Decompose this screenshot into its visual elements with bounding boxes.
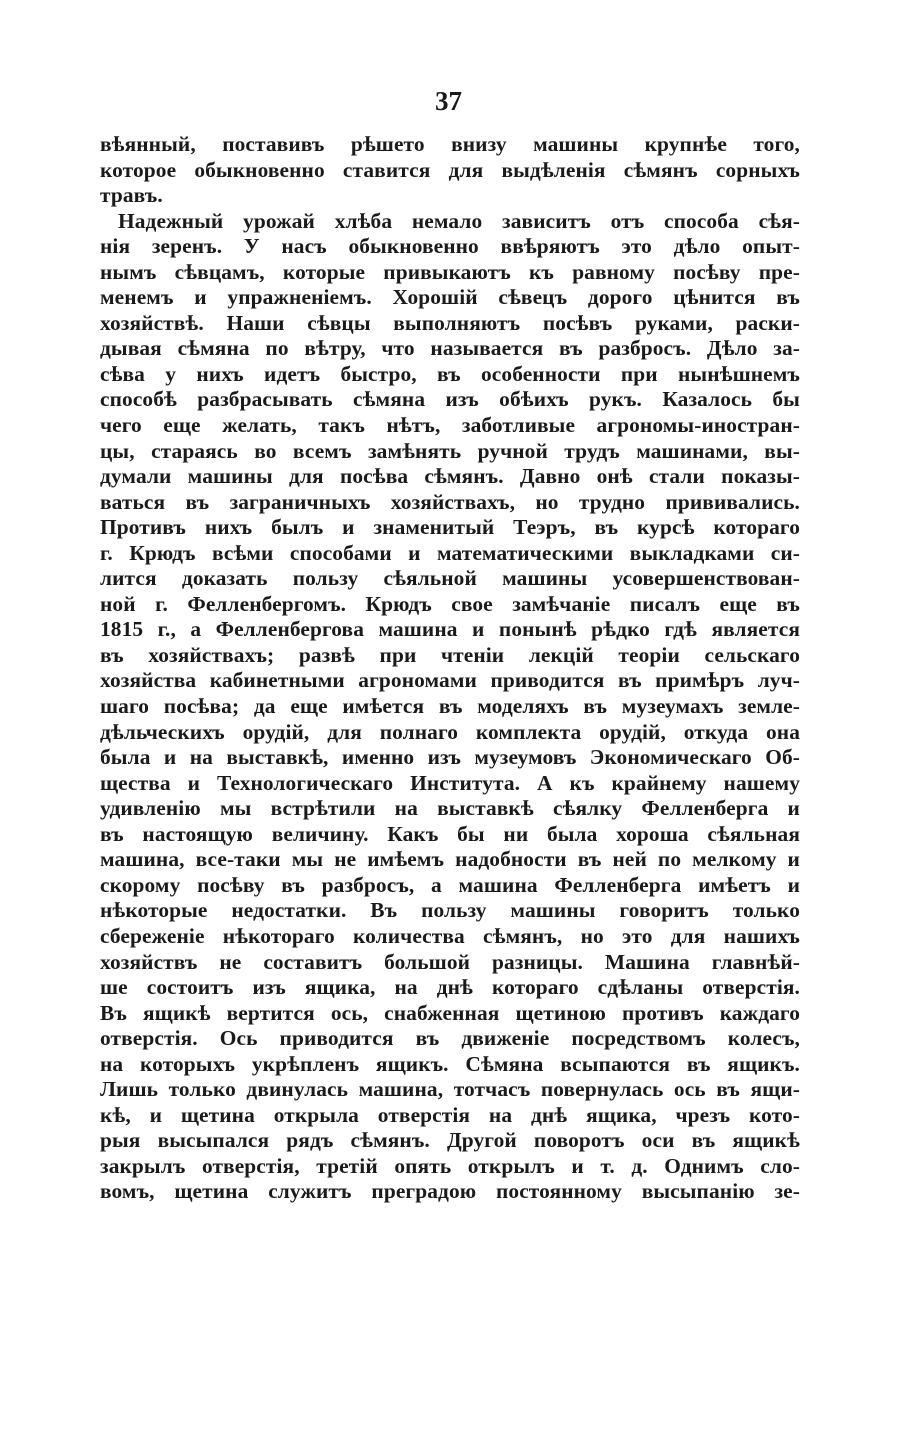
text-line: нѣкоторые недостатки. Въ пользу машины говоритъ только [100,898,800,923]
text-line: хозяйства кабинетными агрономами приводится въ примѣръ луч- [100,668,800,693]
text-line: въ хозяйствахъ; развѣ при чтеніи лекцій теоріи сельскаго [100,642,800,667]
text-line: травъ. [100,183,163,208]
text-line: закрылъ отверстія, третій опять открылъ и т. д. Однимъ сло- [100,1153,800,1178]
text-line: кѣ, и щетина открыла отверстія на днѣ ящика, чрезъ кото- [100,1102,800,1127]
text-line: въ настоящую величину. Какъ бы ни была хороша сѣяльная [100,821,800,846]
text-line: дѣльческихъ орудій, для полнаго комплекта орудій, откуда она [100,719,800,744]
text-line: была и на выставкѣ, именно изъ музеумовъ Экономическаго Об- [100,745,800,770]
text-line: чего еще желать, такъ нѣтъ, заботливые агрономы-иностран- [100,413,800,438]
text-line: дывая сѣмяна по вѣтру, что называется въ разбросъ. Дѣло за- [100,336,800,361]
text-line: машина, все-таки мы не имѣемъ надобности въ ней по мелкому и [100,847,800,872]
text-line: цы, стараясь во всемъ замѣнять ручной трудъ машинами, вы- [100,438,800,463]
text-line: Противъ нихъ былъ и знаменитый Теэръ, въ курсѣ котораго [100,515,800,540]
text-line: отверстія. Ось приводится въ движеніе посредствомъ колесъ, [100,1026,800,1051]
text-line: хозяйствъ не составитъ большой разницы. Машина главнѣй- [100,949,800,974]
text-line: ной г. Фелленбергомъ. Крюдъ свое замѣчаніе писалъ еще въ [100,591,800,616]
text-line: нія зеренъ. У насъ обыкновенно ввѣряютъ это дѣло опыт- [100,234,800,259]
page-number: 37 [435,86,462,116]
body-text [100,132,800,1205]
text-line: способѣ разбрасывать сѣмяна изъ обѣихъ рукъ. Казалось бы [100,387,800,412]
text-line: Въ ящикѣ вертится ось, снабженная щетиною противъ каждаго [100,1000,800,1025]
text-line: менемъ и упражненіемъ. Хорошій сѣвецъ дорого цѣнится въ [100,285,800,310]
text-line: скорому посѣву въ разбросъ, а машина Фелленберга имѣетъ и [100,872,800,897]
text-line: ваться въ заграничныхъ хозяйствахъ, но трудно прививались. [100,489,800,514]
text-line: вѣянный, поставивъ рѣшето внизу машины крупнѣе того, [100,132,800,156]
text-line: Лишь только двинулась машина, тотчасъ повернулась ось въ ящи- [100,1077,800,1102]
text-line: рыя высыпался рядъ сѣмянъ. Другой поворотъ оси въ ящикѣ [100,1128,800,1153]
text-line: г. Крюдъ всѣми способами и математическими выкладками си- [100,540,800,565]
text-line: щества и Технологическаго Института. А къ крайнему нашему [100,770,800,795]
text-line: сбереженіе нѣкотораго количества сѣмянъ, но это для нашихъ [100,923,800,948]
text-line: на которыхъ укрѣпленъ ящикъ. Сѣмяна всыпаются въ ящикъ. [100,1051,800,1076]
text-line: шаго посѣва; да еще имѣется въ моделяхъ въ музеумахъ земле- [100,694,800,719]
text-line: которое обыкновенно ставится для выдѣленія сѣмянъ сорныхъ [100,157,800,182]
text-line: думали машины для посѣва сѣмянъ. Давно онѣ стали показы- [100,464,800,489]
text-line: Надежный урожай хлѣба немало зависитъ отъ способа сѣя- [118,208,800,233]
text-line: хозяйствѣ. Наши сѣвцы выполняютъ посѣвъ руками, раски- [100,310,800,335]
text-line: ше состоитъ изъ ящика, на днѣ котораго сдѣланы отверстія. [100,975,800,1000]
text-line: лится доказать пользу сѣяльной машины усовершенствован- [100,566,800,591]
text-line: вомъ, щетина служитъ преградою постоянному высыпанію зе- [100,1179,800,1204]
text-line: удивленію мы встрѣтили на выставкѣ сѣялку Фелленберга и [100,796,800,821]
text-line: сѣва у нихъ идетъ быстро, въ особенности при нынѣшнемъ [100,361,800,386]
text-line: 1815 г., а Фелленбергова машина и понынѣ рѣдко гдѣ является [100,617,800,642]
text-line: нымъ сѣвцамъ, которые привыкаютъ къ равному посѣву пре- [100,259,800,284]
